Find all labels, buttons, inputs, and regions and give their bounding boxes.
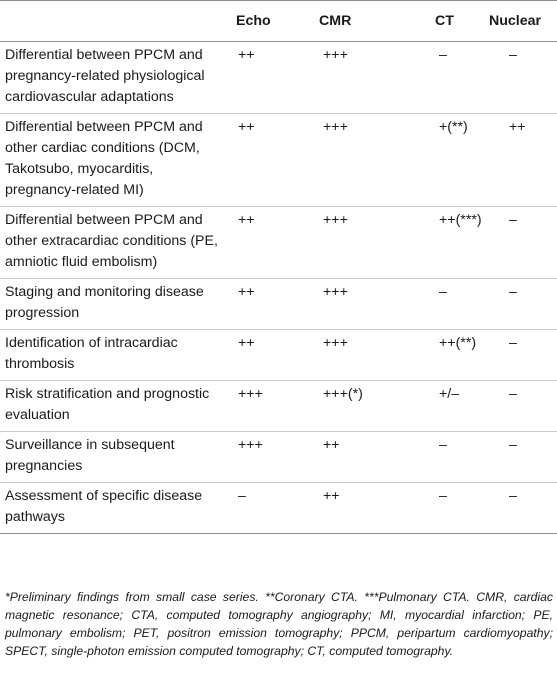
cell-ct: +/– (409, 381, 483, 432)
cell-echo: ++ (228, 330, 311, 381)
cell-nuclear: – (483, 432, 557, 483)
cell-ct: – (409, 42, 483, 114)
cell-cmr: +++ (311, 207, 409, 279)
cell-echo: ++ (228, 42, 311, 114)
row-label: Differential between PPCM and other cardiac conditions (DCM, Takotsubo, myocarditis, pregnancy-related MI) (0, 114, 228, 207)
header-cell-nuclear: Nuclear (483, 1, 557, 42)
cell-nuclear: – (483, 330, 557, 381)
row-label: Differential between PPCM and pregnancy-related physiological cardiovascular adaptations (0, 42, 228, 114)
cell-nuclear: – (483, 42, 557, 114)
cell-echo: ++ (228, 207, 311, 279)
cell-ct: ++(***) (409, 207, 483, 279)
table-footnote: *Preliminary findings from small case series. **Coronary CTA. ***Pulmonary CTA. CMR, cardiac magnetic resonance; CTA, computed tomography angiography; MI, myocardial infarction; PE, pulmonary embolism; PET, positron emission tomography; PPCM, peripartum cardiomyopathy; SPECT, single-photon emission computed tomography; CT, computed tomography. (5, 590, 553, 658)
row-label: Differential between PPCM and other extracardiac conditions (PE, amniotic fluid embolism) (0, 207, 228, 279)
cell-cmr: +++ (311, 330, 409, 381)
cell-ct: – (409, 279, 483, 330)
row-label: Staging and monitoring disease progression (0, 279, 228, 330)
cell-cmr: ++ (311, 432, 409, 483)
table-row (0, 42, 557, 114)
cell-cmr: +++ (311, 42, 409, 114)
header-cell-cmr: CMR (311, 1, 409, 42)
table-row (0, 483, 557, 534)
cell-echo: ++ (228, 114, 311, 207)
cell-cmr: +++(*) (311, 381, 409, 432)
cell-ct: +(**) (409, 114, 483, 207)
row-label: Assessment of specific disease pathways (0, 483, 228, 534)
header-cell-echo: Echo (228, 1, 311, 42)
table-row (0, 114, 557, 207)
cell-ct: – (409, 432, 483, 483)
table-header-row (0, 1, 557, 42)
cell-cmr: ++ (311, 483, 409, 534)
cell-nuclear: – (483, 381, 557, 432)
cell-ct: ++(**) (409, 330, 483, 381)
table-row (0, 279, 557, 330)
cell-echo: ++ (228, 279, 311, 330)
row-label: Surveillance in subsequent pregnancies (0, 432, 228, 483)
cell-nuclear: – (483, 207, 557, 279)
table-row (0, 207, 557, 279)
cell-ct: – (409, 483, 483, 534)
row-label: Risk stratification and prognostic evaluation (0, 381, 228, 432)
cell-nuclear: – (483, 483, 557, 534)
table-row (0, 330, 557, 381)
cell-cmr: +++ (311, 114, 409, 207)
table-row (0, 381, 557, 432)
row-label: Identification of intracardiac thrombosis (0, 330, 228, 381)
cell-cmr: +++ (311, 279, 409, 330)
cell-echo: +++ (228, 432, 311, 483)
cell-nuclear: ++ (483, 114, 557, 207)
header-cell-ct: CT (409, 1, 483, 42)
table-row (0, 432, 557, 483)
header-cell-empty (0, 1, 228, 42)
cell-nuclear: – (483, 279, 557, 330)
cell-echo: +++ (228, 381, 311, 432)
cell-echo: – (228, 483, 311, 534)
